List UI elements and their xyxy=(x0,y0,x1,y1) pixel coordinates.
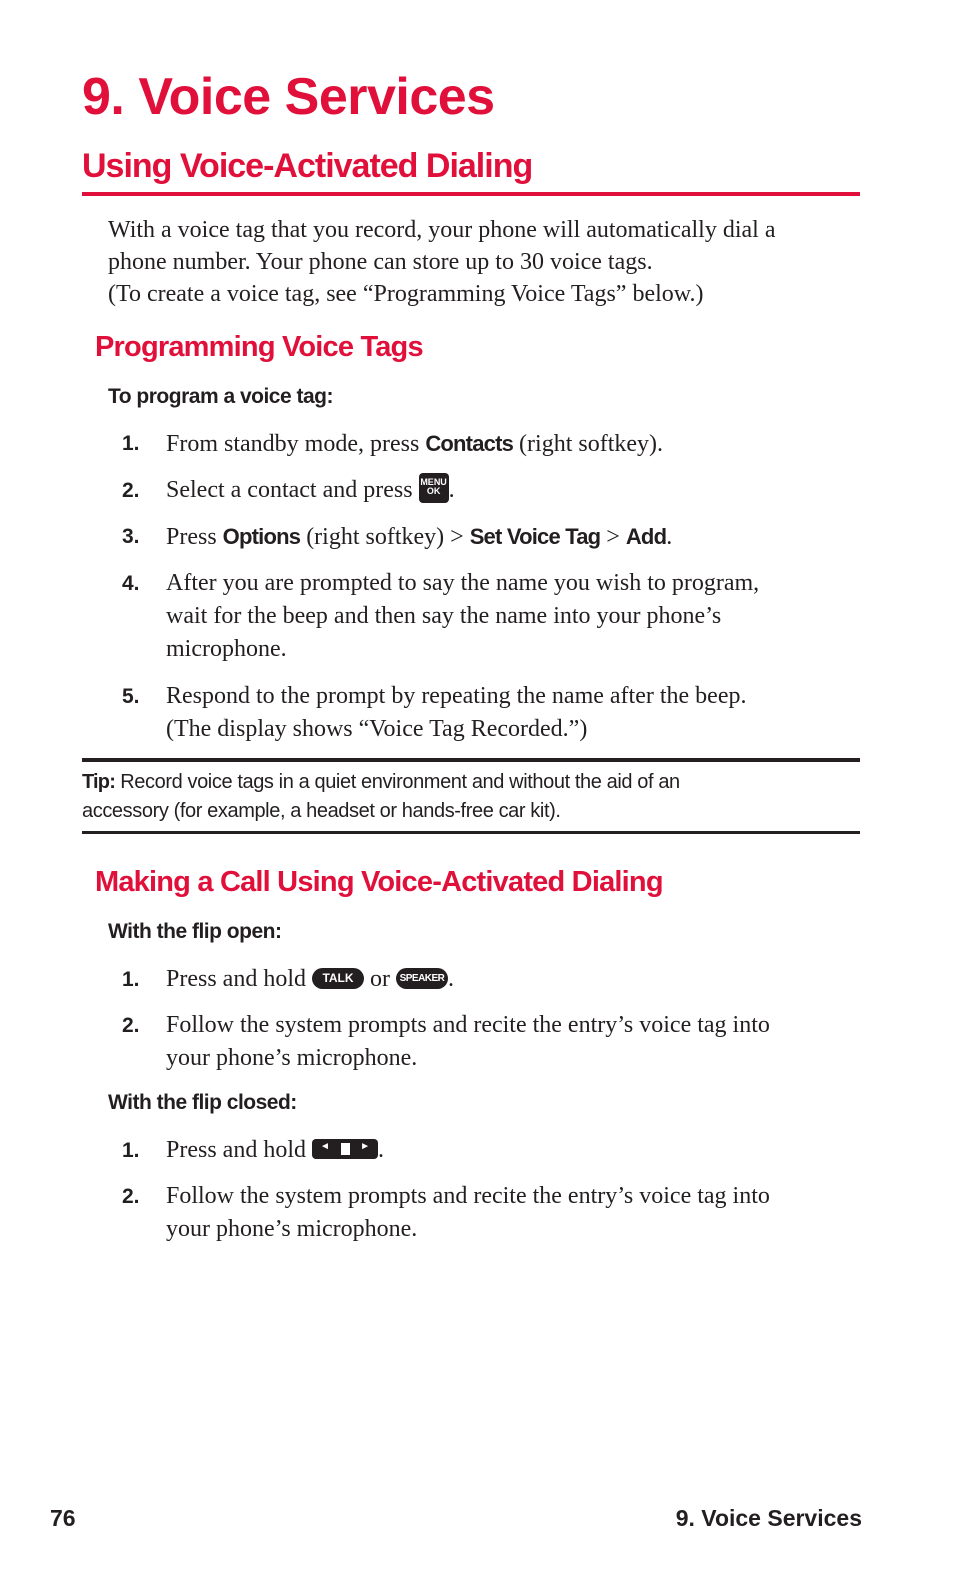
speaker-key-icon: SPEAKER xyxy=(396,968,448,989)
step-text: Respond to the prompt by repeating the name after the beep. (The display shows “Voice Tag Recorded.”) xyxy=(166,683,747,742)
step-text: From standby mode, press Contacts (right softkey). xyxy=(166,431,664,457)
tip-text: accessory (for example, a headset or hands-free car kit). xyxy=(82,800,561,822)
tip-box xyxy=(82,758,860,834)
add-keyword: Add xyxy=(625,524,667,549)
intro-line: With a voice tag that you record, your phone will automatically dial a xyxy=(108,217,776,243)
step-text: Press and hold TALK or SPEAKER . xyxy=(166,966,454,992)
tip-text: Record voice tags in a quiet environment and without the aid of an xyxy=(115,771,680,793)
flip-closed-subheading: With the flip closed: xyxy=(108,1091,297,1114)
footer-chapter: 9. Voice Services xyxy=(675,1505,862,1531)
step-number: 1. xyxy=(122,432,140,455)
chapter-title: 9. Voice Services xyxy=(82,68,495,126)
step-text: Select a contact and press MENU OK . xyxy=(166,474,856,507)
intro-paragraph xyxy=(108,214,858,310)
step-text: Press and hold ◄ ► . xyxy=(166,1137,384,1163)
programming-subheading: To program a voice tag: xyxy=(108,385,333,408)
step-text: Press Options (right softkey) > Set Voice Tag > Add. xyxy=(166,524,673,550)
making-call-heading: Making a Call Using Voice-Activated Dialing xyxy=(95,866,663,898)
side-key-icon: ◄ ► xyxy=(312,1139,378,1159)
tip-label: Tip: xyxy=(82,771,116,793)
page-number: 76 xyxy=(50,1505,76,1531)
talk-key-icon: TALK xyxy=(312,968,364,989)
step-number: 3. xyxy=(122,525,140,548)
step-number: 1. xyxy=(122,1139,140,1162)
contacts-keyword: Contacts xyxy=(425,431,514,456)
set-voice-tag-keyword: Set Voice Tag xyxy=(469,524,601,549)
intro-line: phone number. Your phone can store up to 30 voice tags. xyxy=(108,249,653,275)
intro-line: (To create a voice tag, see “Programming Voice Tags” below.) xyxy=(108,281,704,307)
step-number: 1. xyxy=(122,968,140,991)
step-text: Follow the system prompts and recite the entry’s voice tag into your phone’s microphone. xyxy=(166,1183,770,1242)
menu-ok-key-icon: MENU OK xyxy=(419,473,449,503)
step-text: After you are prompted to say the name you wish to program, wait for the beep and then say the name into your phone’s microphone. xyxy=(166,570,760,662)
flip-open-subheading: With the flip open: xyxy=(108,920,282,943)
step-number: 2. xyxy=(122,1185,140,1208)
step-number: 2. xyxy=(122,479,140,502)
step-number: 5. xyxy=(122,685,140,708)
step-text: Follow the system prompts and recite the entry’s voice tag into your phone’s microphone. xyxy=(166,1012,770,1071)
section-title: Using Voice-Activated Dialing xyxy=(82,146,860,196)
options-keyword: Options xyxy=(222,524,301,549)
step-number: 2. xyxy=(122,1014,140,1037)
programming-heading: Programming Voice Tags xyxy=(95,331,423,363)
step-number: 4. xyxy=(122,572,140,595)
